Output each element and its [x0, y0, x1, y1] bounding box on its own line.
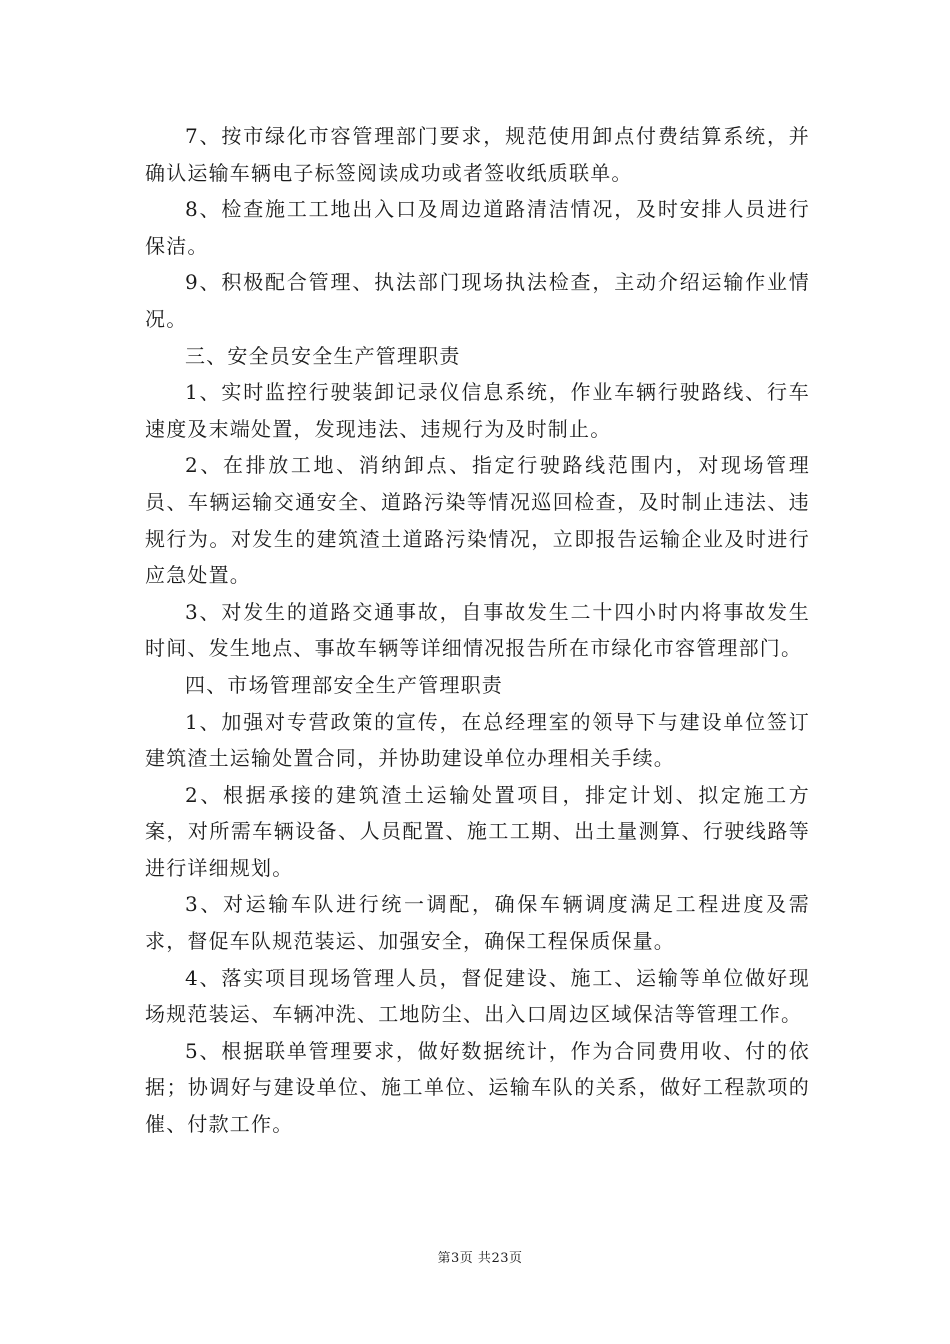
footer-prefix: 第 — [437, 1251, 452, 1266]
paragraph-safety-item-3: 3、对发生的道路交通事故，自事故发生二十四小时内将事故发生时间、发生地点、事故车辆等详细情况报告所在市绿化市容管理部门。 — [145, 599, 810, 661]
paragraph-safety-item-2: 2、在排放工地、消纳卸点、指定行驶路线范围内，对现场管理员、车辆运输交通安全、道路污染等情况巡回检查，及时制止违法、违规行为。对发生的建筑渣土道路污染情况，立即报告运输企业及时进行应急处置。 — [145, 453, 810, 588]
page-footer — [0, 1247, 950, 1266]
footer-middle: 页 共 — [459, 1251, 492, 1266]
paragraph-item-7: 7、按市绿化市容管理部门要求，规范使用卸点付费结算系统，并确认运输车辆电子标签阅读成功或者签收纸质联单。 — [145, 124, 810, 185]
document-body — [145, 118, 810, 1143]
paragraph-item-8: 8、检查施工工地出入口及周边道路清洁情况，及时安排人员进行保洁。 — [145, 197, 810, 258]
paragraph-item-9: 9、积极配合管理、执法部门现场执法检查，主动介绍运输作业情况。 — [145, 270, 810, 331]
paragraph-market-item-4: 4、落实项目现场管理人员，督促建设、施工、运输等单位做好现场规范装运、车辆冲洗、工地防尘、出入口周边区域保洁等管理工作。 — [145, 965, 810, 1027]
paragraph-market-item-5: 5、根据联单管理要求，做好数据统计，作为合同费用收、付的依据；协调好与建设单位、施工单位、运输车队的关系，做好工程款项的催、付款工作。 — [145, 1038, 810, 1137]
section-heading-safety-officer: 三、安全员安全生产管理职责 — [185, 343, 461, 368]
footer-current-page: 3 — [451, 1251, 460, 1266]
paragraph-market-item-1: 1、加强对专营政策的宣传，在总经理室的领导下与建设单位签订建筑渣土运输处置合同，并协助建设单位办理相关手续。 — [145, 709, 810, 771]
section-heading-market-dept: 四、市场管理部安全生产管理职责 — [185, 672, 503, 697]
footer-suffix: 页 — [508, 1251, 523, 1266]
paragraph-market-item-2: 2、根据承接的建筑渣土运输处置项目，排定计划、拟定施工方案，对所需车辆设备、人员配置、施工工期、出土量测算、行驶线路等进行详细规划。 — [145, 782, 810, 880]
paragraph-safety-item-1: 1、实时监控行驶装卸记录仪信息系统，作业车辆行驶路线、行车速度及末端处置，发现违法、违规行为及时制止。 — [145, 380, 810, 441]
footer-total-pages: 23 — [491, 1251, 509, 1266]
paragraph-market-item-3: 3、对运输车队进行统一调配，确保车辆调度满足工程进度及需求，督促车队规范装运、加强安全，确保工程保质保量。 — [145, 892, 810, 954]
